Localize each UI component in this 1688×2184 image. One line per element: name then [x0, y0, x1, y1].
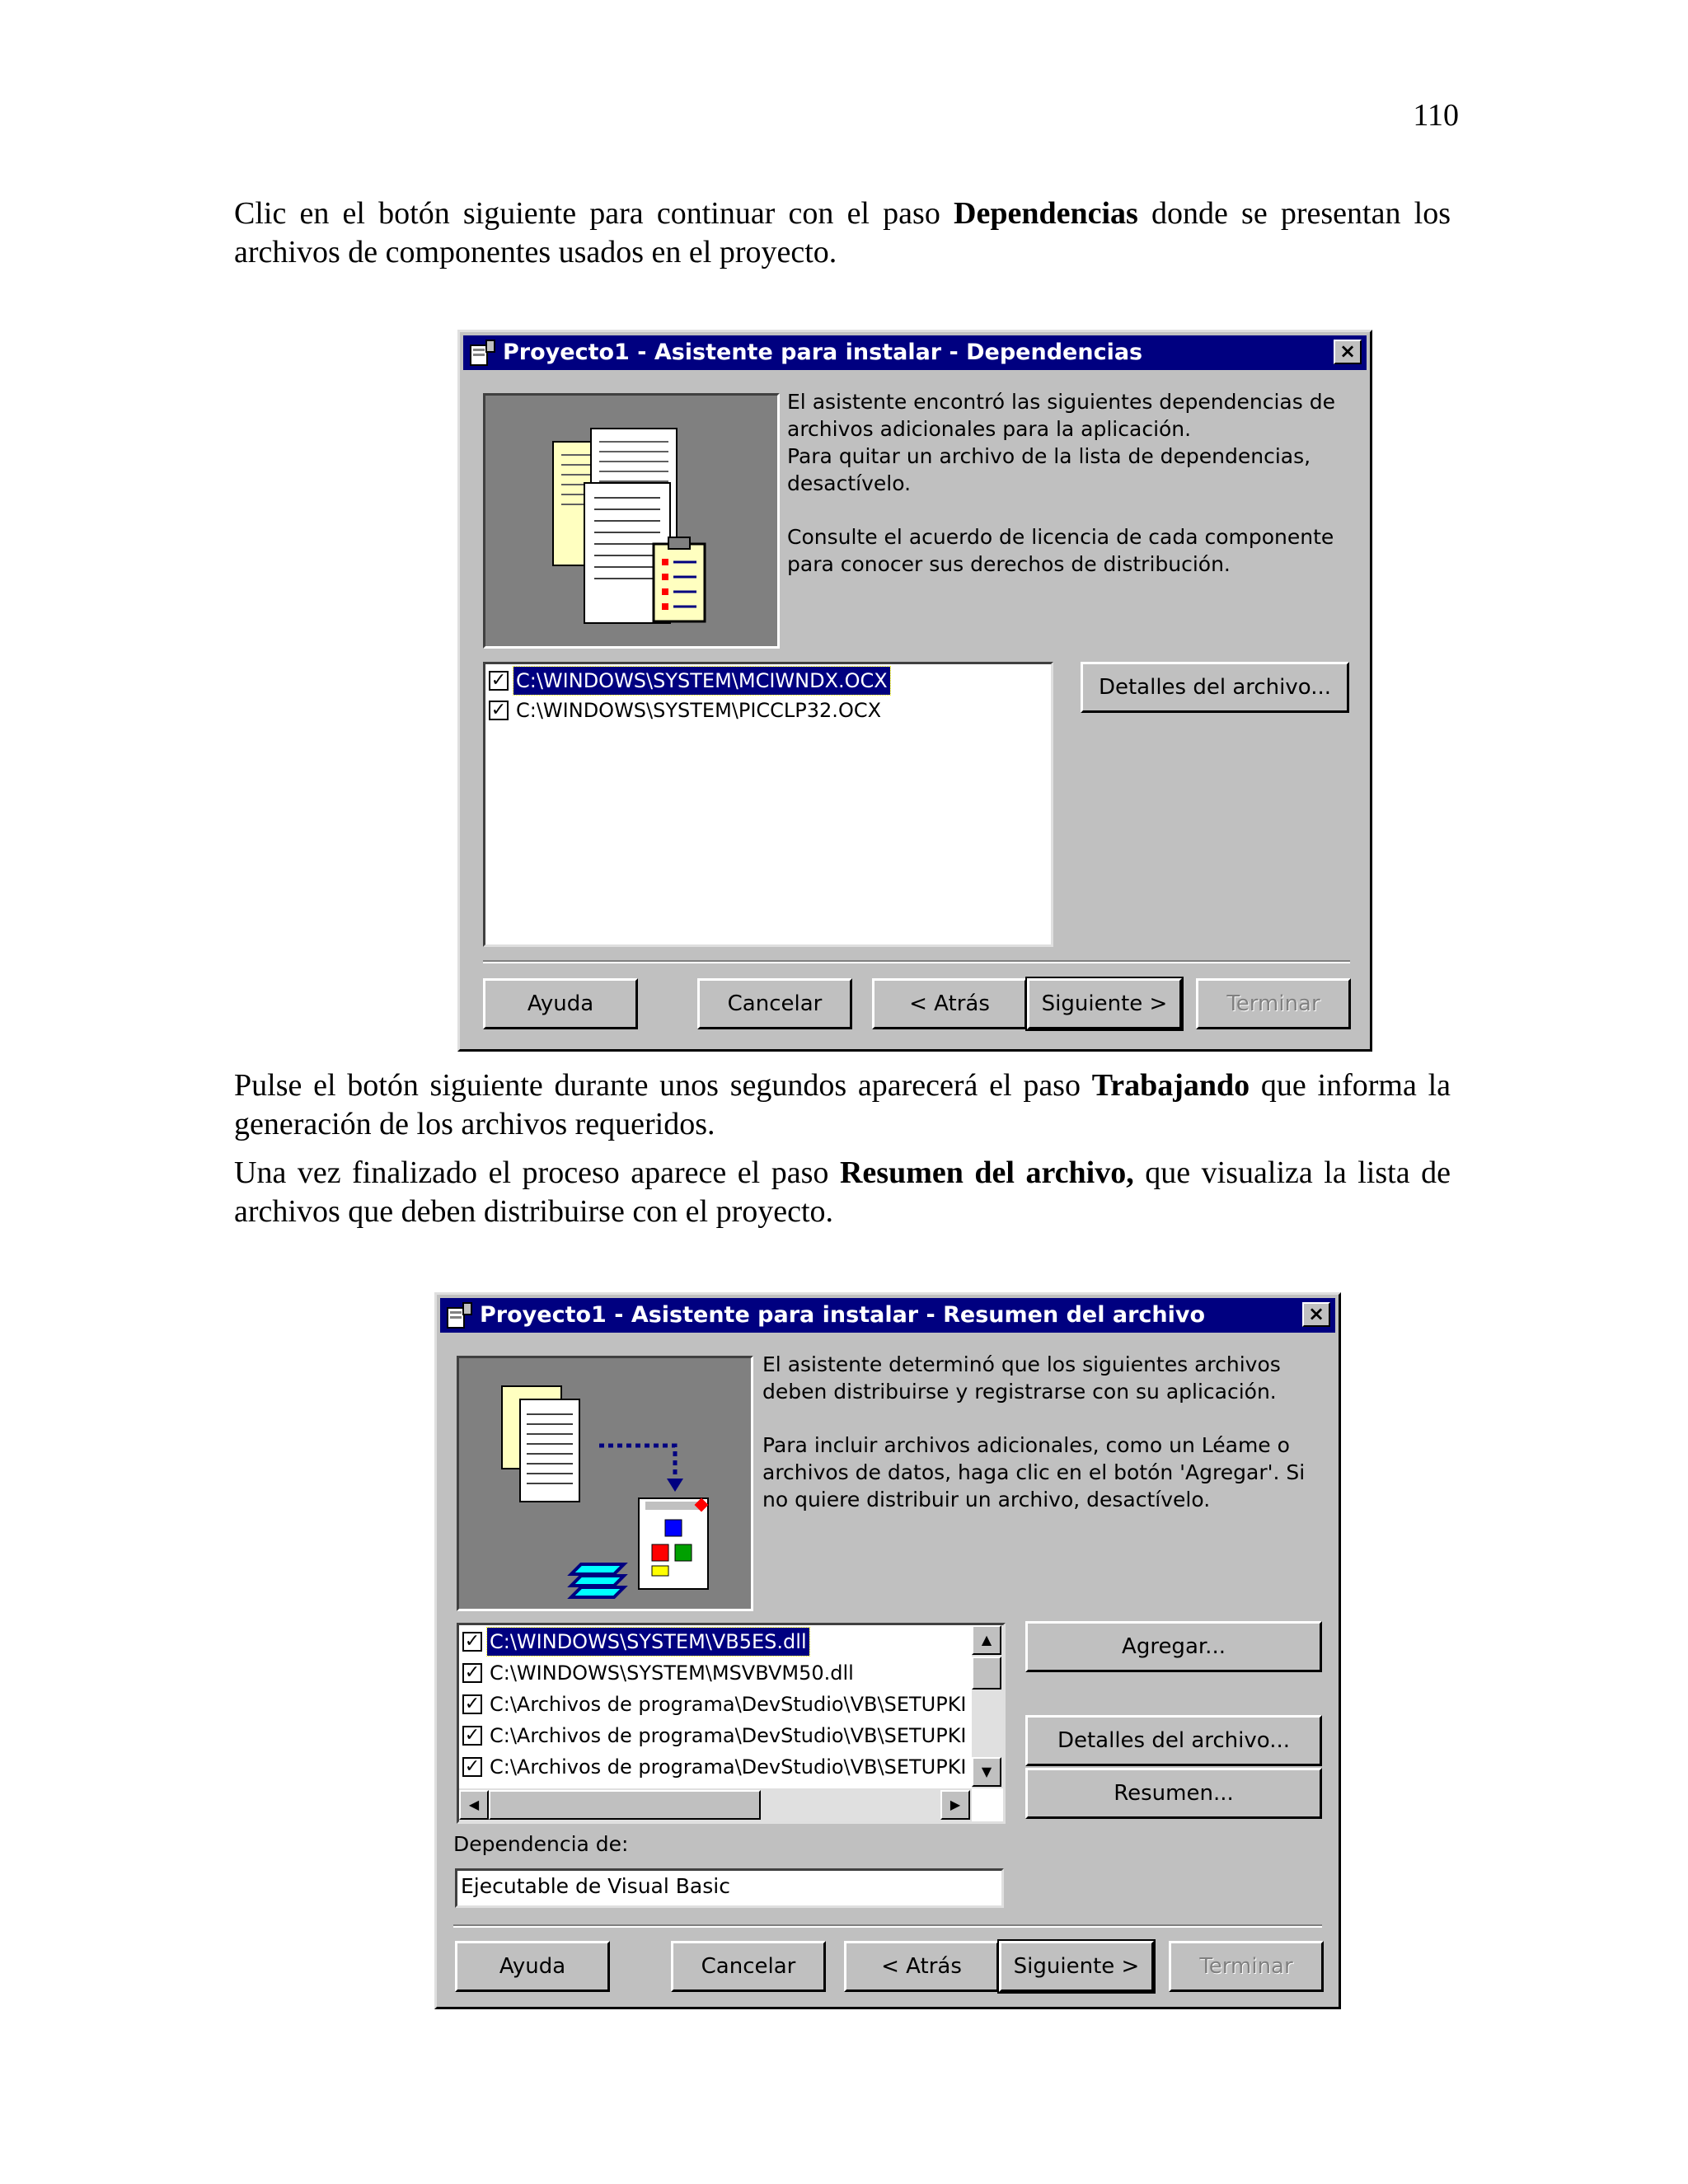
setup-wizard-icon — [468, 339, 496, 367]
p1-text-b: donde se presentan los archivos de componentes usados en el proyecto. — [234, 196, 1451, 269]
file-checkbox[interactable]: ✓ — [462, 1726, 482, 1746]
list-item[interactable] — [461, 1658, 856, 1688]
file-path: C:\WINDOWS\SYSTEM\MCIWNDX.OCX — [513, 667, 890, 695]
h-scroll-thumb[interactable] — [489, 1790, 761, 1820]
file-details-button[interactable]: Detalles del archivo... — [1025, 1715, 1322, 1766]
file-summary-dialog — [434, 1292, 1341, 2009]
p1-bold: Dependencias — [954, 196, 1138, 231]
dialog2-info-1: El asistente determinó que los siguientes archivos deben distribuirse y registrarse con su aplicación. — [762, 1352, 1281, 1404]
dialog2-info-2: Para incluir archivos adicionales, como un Léame o archivos de datos, haga clic en el botón 'Agregar'. Si no quiere distribuir un archivo, desactívelo. — [762, 1433, 1306, 1511]
help-button[interactable]: Ayuda — [455, 1941, 610, 1992]
summary-button[interactable]: Resumen... — [1025, 1768, 1322, 1819]
next-button[interactable]: Siguiente > — [999, 1941, 1154, 1992]
dialog2-titlebar[interactable] — [440, 1298, 1335, 1333]
horizontal-scrollbar[interactable] — [459, 1788, 972, 1821]
next-button[interactable]: Siguiente > — [1027, 978, 1182, 1029]
dialog1-title: Proyecto1 - Asistente para instalar - Dependencias — [503, 340, 1143, 365]
file-checkbox[interactable]: ✓ — [462, 1632, 482, 1652]
files-to-setup-icon — [459, 1358, 751, 1609]
p2-bold: Trabajando — [1091, 1068, 1250, 1103]
list-item[interactable] — [461, 1627, 809, 1657]
documents-checklist-icon — [485, 396, 777, 646]
dialog1-info-1: El asistente encontró las siguientes dependencias de archivos adicionales para la aplicación. — [787, 390, 1335, 441]
file-details-button[interactable]: Detalles del archivo... — [1081, 662, 1349, 713]
file-path: C:\WINDOWS\SYSTEM\PICCLP32.OCX — [516, 699, 882, 722]
back-button[interactable]: < Atrás — [872, 978, 1027, 1029]
paragraph-summary — [234, 1154, 1451, 1231]
p3-text-b: que visualiza la lista de archivos que deben distribuirse con el proyecto. — [234, 1155, 1451, 1229]
list-item[interactable] — [487, 696, 884, 725]
dialog1-info-3: Consulte el acuerdo de licencia de cada componente para conocer sus derechos de distribución. — [787, 525, 1334, 576]
file-path: C:\WINDOWS\SYSTEM\VB5ES.dll — [487, 1628, 809, 1656]
cancel-button[interactable]: Cancelar — [671, 1941, 826, 1992]
file-path: C:\WINDOWS\SYSTEM\MSVBVM50.dll — [490, 1661, 854, 1685]
help-button[interactable]: Ayuda — [483, 978, 638, 1029]
summary-illustration — [457, 1356, 753, 1611]
list-item[interactable] — [461, 1721, 969, 1750]
file-path: C:\Archivos de programa\DevStudio\VB\SETUPKI — [490, 1755, 967, 1779]
finish-button[interactable]: Terminar — [1169, 1941, 1324, 1992]
p2-text-a: Pulse el botón siguiente durante unos segundos aparecerá el paso — [234, 1068, 1092, 1103]
dialog1-titlebar[interactable] — [463, 335, 1367, 370]
file-checkbox[interactable]: ✓ — [462, 1757, 482, 1777]
p2-text-b: que informa la generación de los archivos requeridos. — [234, 1068, 1451, 1141]
paragraph-working — [234, 1066, 1451, 1144]
add-file-button[interactable]: Agregar... — [1025, 1621, 1322, 1672]
vertical-scrollbar[interactable] — [972, 1625, 1003, 1788]
dependency-label: Dependencia de: — [453, 1832, 629, 1856]
dialog2-close-button[interactable]: × — [1302, 1302, 1330, 1327]
list-item[interactable] — [461, 1752, 969, 1782]
scroll-right-icon[interactable]: ▶ — [940, 1790, 970, 1820]
file-path: C:\Archivos de programa\DevStudio\VB\SETUPKI — [490, 1724, 967, 1747]
page-number: 110 — [1413, 98, 1459, 133]
file-checkbox[interactable]: ✓ — [462, 1694, 482, 1714]
scroll-thumb[interactable] — [972, 1657, 1001, 1690]
dialog1-info-2: Para quitar un archivo de la lista de dependencias, desactívelo. — [787, 444, 1311, 495]
list-item[interactable] — [461, 1690, 969, 1719]
list-item[interactable] — [487, 666, 890, 696]
dialog1-separator — [483, 960, 1350, 963]
file-checkbox[interactable]: ✓ — [462, 1663, 482, 1683]
scroll-up-icon[interactable]: ▲ — [972, 1625, 1001, 1655]
scroll-left-icon[interactable]: ◀ — [459, 1790, 489, 1820]
setup-wizard-icon — [445, 1301, 473, 1329]
back-button[interactable]: < Atrás — [844, 1941, 999, 1992]
paragraph-intro — [234, 194, 1451, 272]
dialog2-title: Proyecto1 - Asistente para instalar - Resumen del archivo — [480, 1302, 1206, 1328]
cancel-button[interactable]: Cancelar — [697, 978, 852, 1029]
file-checkbox[interactable]: ✓ — [489, 671, 509, 691]
summary-file-list[interactable] — [457, 1623, 1006, 1824]
dependencies-illustration — [483, 393, 780, 649]
scroll-down-icon[interactable]: ▼ — [972, 1757, 1001, 1787]
file-checkbox[interactable]: ✓ — [489, 701, 509, 720]
p3-bold: Resumen del archivo, — [839, 1155, 1134, 1190]
dependency-field[interactable]: Ejecutable de Visual Basic — [455, 1868, 1004, 1908]
dialog2-separator — [453, 1924, 1322, 1928]
dialog1-close-button[interactable]: × — [1334, 340, 1362, 364]
p1-text-a: Clic en el botón siguiente para continuar con el paso — [234, 196, 954, 231]
file-path: C:\Archivos de programa\DevStudio\VB\SETUPKI — [490, 1693, 967, 1716]
dependencies-dialog — [457, 330, 1372, 1052]
p3-text-a: Una vez finalizado el proceso aparece el paso — [234, 1155, 840, 1190]
dependencies-file-list[interactable] — [483, 662, 1053, 947]
finish-button[interactable]: Terminar — [1196, 978, 1351, 1029]
